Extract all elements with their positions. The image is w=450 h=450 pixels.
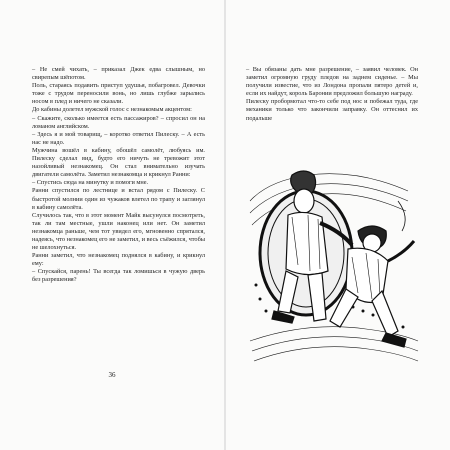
motion-lines: [398, 201, 405, 231]
paragraph: Пилеску пробормотал что-то себе под нос и побежал туда, где механики только что закончили заправку. Он оттеснил их подальше: [246, 98, 418, 122]
paragraph: Ранни спустился по лестнице и встал рядом с Пилеску. С быстротой молнии один из чужаков влетел по трапу и заглянул в кабину самолёта.: [32, 187, 205, 211]
paragraph: – Здесь я и мой товарищ, – коротко ответил Пилеску. – А есть нас не надо.: [32, 130, 205, 146]
paragraph: – Скажите, сколько имеется есть пассажиров? – спросил он на ломаном английском.: [32, 114, 205, 130]
paragraph: – Спускайся, парень! Ты всегда так ломишься в чужую дверь без разрешения?: [32, 268, 205, 284]
illustration: [248, 161, 420, 374]
paragraph: Поль, стараясь подавить приступ удушья, побагровел. Девочки тоже с трудом переносили вонь, но лишь глубже зарылись носом в плед и ничего не сказали.: [32, 82, 205, 106]
right-page-text: [246, 66, 418, 123]
paragraph: Случилось так, что в этот момент Майк высунулся посмотреть, так ли там местные, ушли наконец или нет. Он заметил незнакомца раньше, чем тот увидел его, мгновенно спрятался, надеясь, что незнакомец его не заметил, и весь съёжился, чтобы не шелохнуться.: [32, 211, 205, 252]
paragraph: Мужчина вошёл в кабину, обошёл самолёт, любуясь им. Пилеску сделал вид, будто его ничуть не тревожит этот назойливый незнакомец. Он стал внимательно изучать двигатели самолёта. Заметил незнакомца и крикнул Ранни:: [32, 146, 205, 179]
paragraph: – Спустись сюда на минутку и помоги мне.: [32, 179, 149, 187]
left-page-text: [32, 66, 205, 285]
paragraph: – Вы обязаны дать мне разрешение, – заявил человек. Он заметил огромную груду пледов на заднем сиденье. – Мы получили известие, что из Лондона пропали пятеро детей и, если их найдут, король Баронии предложил большую награду.: [246, 66, 418, 98]
page-number: 36: [108, 371, 116, 379]
paragraph: Ранни заметил, что незнакомец поднялся в кабину, и крикнул ему:: [32, 252, 205, 268]
paragraph: – Не смей чихать, – приказал Джек едва слышным, но свирепым шёпотом.: [32, 66, 205, 82]
paragraph: До кабины долетел мужской голос с незнакомым акцентом:: [32, 106, 192, 114]
